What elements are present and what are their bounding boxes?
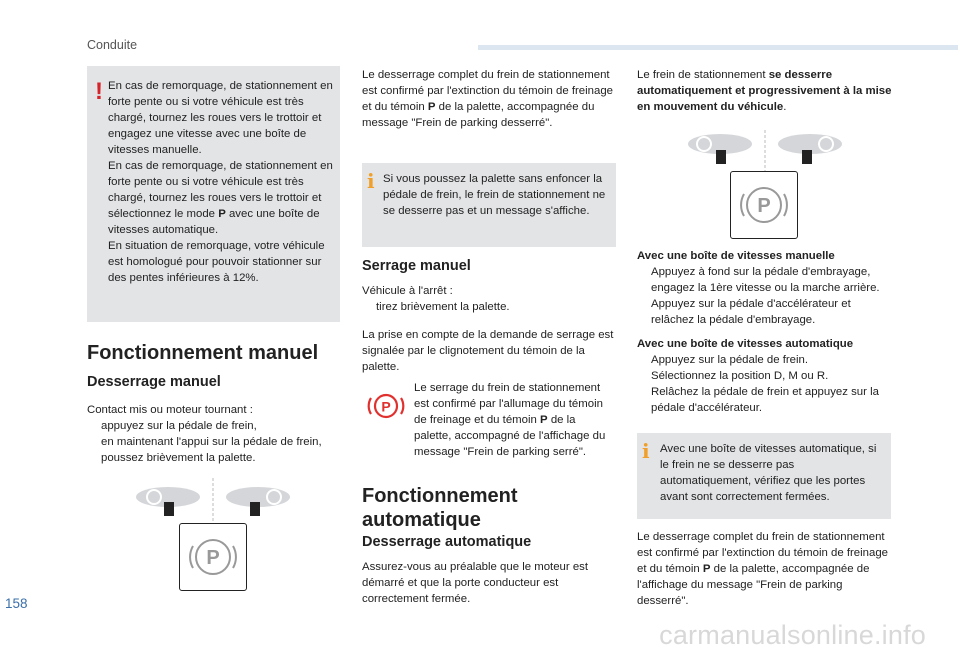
automatic-intro: Le frein de stationnement se desserre automatiquement et progressivement à la mise en mouvement du véhicule. <box>637 69 892 113</box>
warning-line: En cas de remorquage, de stationnement en forte pente ou si votre véhicule est très chargé, tournez les roues vers le trottoir et sélectionnez le mode P avec une boîte de vitesses automatique. <box>108 160 333 236</box>
header-bar <box>478 45 958 50</box>
info-icon: i <box>367 169 375 193</box>
warning-icon: ! <box>95 78 103 105</box>
list-item: Appuyez sur la pédale d'accélérateur et relâchez la pédale d'embrayage. <box>651 298 851 326</box>
manual-release-title: Desserrage manuel <box>87 374 221 390</box>
parking-button-illustration <box>179 523 247 591</box>
svg-text:P: P <box>206 547 220 569</box>
list-item: Appuyez sur la pédale de frein. <box>651 354 809 366</box>
automatic-title: Fonctionnement automatique <box>362 485 518 531</box>
section-label: Conduite <box>87 38 138 52</box>
info-box-2 <box>637 433 891 519</box>
parking-button-illustration-2 <box>730 171 798 239</box>
manual-gearbox-title: Avec une boîte de vitesses manuelle <box>637 250 835 262</box>
svg-text:P: P <box>757 195 771 217</box>
warning-text <box>108 78 336 286</box>
watermark: carmanualsonline.info <box>659 620 926 650</box>
list-item: Sélectionnez la position D, M ou R. <box>651 370 829 382</box>
release-confirmation: Le desserrage complet du frein de stationnement est confirmé par l'extinction du témoin de freinage et du témoin P de la palette, accompagnée du message "Frein de parking desserré". <box>362 69 614 129</box>
info-icon: i <box>642 439 650 463</box>
page-number: 158 <box>5 596 28 611</box>
list-item: Relâchez la pédale de frein et appuyez sur la pédale d'accélérateur. <box>651 386 879 414</box>
warning-box <box>87 66 340 322</box>
svg-text:P: P <box>381 398 391 415</box>
warning-line: En cas de remorquage, de stationnement en forte pente ou si votre véhicule est très chargé, tournez les roues vers le trottoir et engagez une vitesse avec une boîte de vitesses manuelle. <box>108 80 333 156</box>
auto-gearbox-title: Avec une boîte de vitesses automatique <box>637 338 854 350</box>
automatic-final-confirmation: Le desserrage complet du frein de stationnement est confirmé par l'extinction du témoin de freinage et du témoin P de la palette, accompagnée de l'affichage du message "Frein de parking desserré". <box>637 531 889 607</box>
steering-paddles-illustration <box>128 476 298 526</box>
apply-note: La prise en compte de la demande de serrage est signalée par le clignotement du témoin de la palette. <box>362 329 614 373</box>
info-text: Si vous poussez la palette sans enfoncer la pédale de frein, le frein de stationnement ne se desserre pas et un message s'affiche. <box>383 173 606 217</box>
info-box <box>362 163 616 247</box>
automatic-release-title: Desserrage automatique <box>362 534 532 550</box>
parking-brake-warning-icon <box>364 390 408 422</box>
warning-line: En situation de remorquage, votre véhicule est homologué pour pouvoir stationner sur des pentes inférieures à 12%. <box>108 240 325 284</box>
list-item: en maintenant l'appui sur la pédale de frein, poussez brièvement la palette. <box>101 436 322 464</box>
list-item: Appuyez à fond sur la pédale d'embrayage, engagez la 1ère vitesse ou la marche arrière. <box>651 266 880 294</box>
list-item: appuyez sur la pédale de frein, <box>101 420 257 432</box>
manual-apply-title: Serrage manuel <box>362 258 471 274</box>
automatic-release-text: Assurez-vous au préalable que le moteur est démarré et que la porte conducteur est correctement fermée. <box>362 561 589 605</box>
apply-confirmation: Le serrage du frein de stationnement est confirmé par l'allumage du témoin de freinage et du témoin P de la palette, accompagné de l'affichage du message "Frein de parking serré". <box>414 382 606 458</box>
info-text-2: Avec une boîte de vitesses automatique, si le frein ne se desserre pas automatiquement, vérifiez que les portes avant sont correctement fermées. <box>660 443 877 503</box>
manual-release-intro: Contact mis ou moteur tournant : <box>87 404 253 416</box>
manual-title: Fonctionnement manuel <box>87 342 319 364</box>
list-item: tirez brièvement la palette. <box>376 301 510 313</box>
apply-intro: Véhicule à l'arrêt : <box>362 285 453 297</box>
